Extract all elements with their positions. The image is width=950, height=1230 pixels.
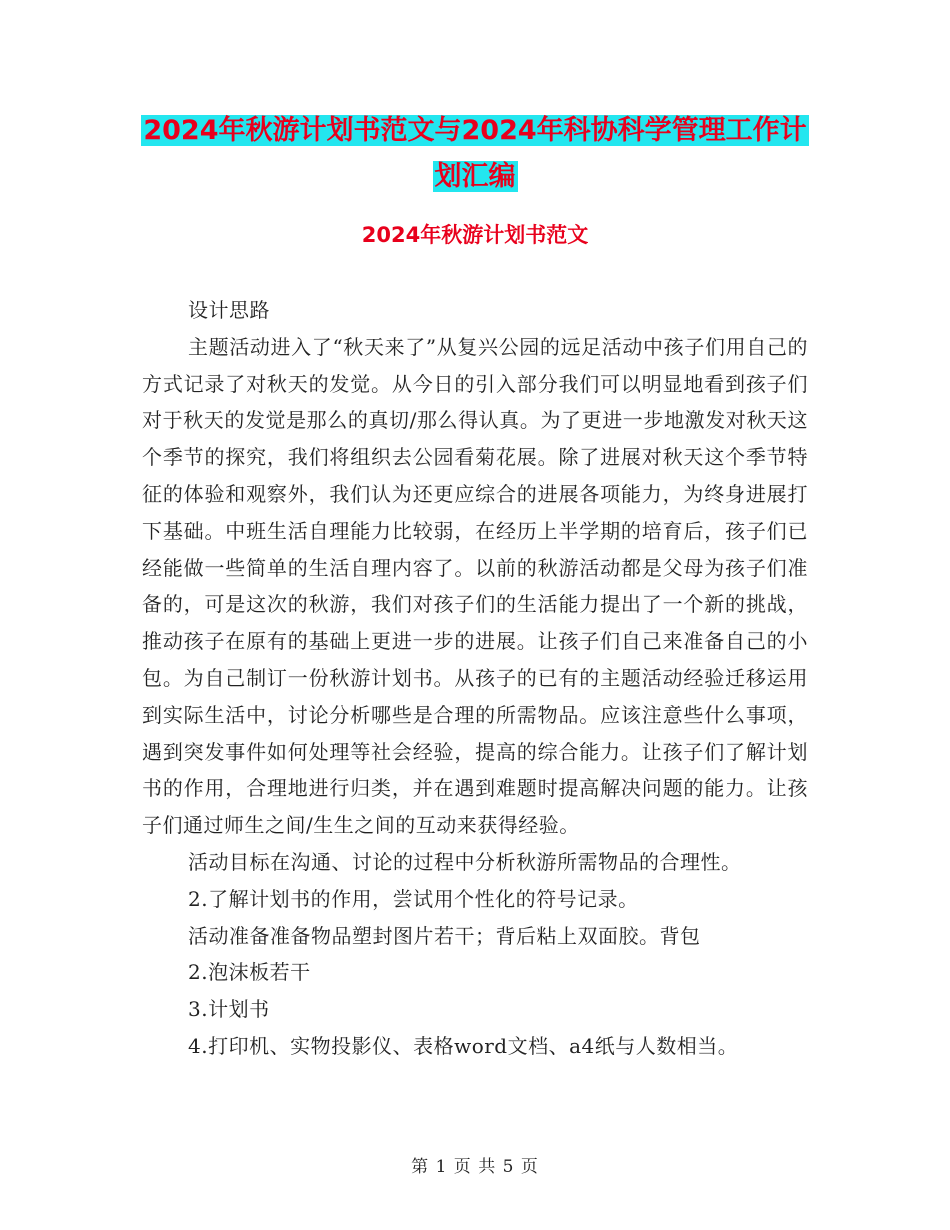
paragraph-prep-item-3: 3.计划书 [188, 997, 270, 1022]
paragraph-prep-item-4: 4.打印机、实物投影仪、表格word文档、a4纸与人数相当。 [188, 1033, 739, 1058]
document-body [142, 292, 808, 1065]
paragraph-activity-preparation: 活动准备准备物品塑封图片若干；背后粘上双面胶。背包 [188, 923, 701, 948]
page-footer: 第 1 页 共 5 页 [411, 1157, 539, 1177]
section-title: 2024年秋游计划书范文 [361, 223, 589, 247]
document-title-line-2: 划汇编 [434, 161, 516, 192]
paragraph-activity-goal: 活动目标在沟通、讨论的过程中分析秋游所需物品的合理性。 [188, 849, 742, 874]
paragraph-design-idea-body: 主题活动进入了“秋天来了”从复兴公园的远足活动中孩子们用自己的方式记录了对秋天的发觉。从今日的引入部分我们可以明显地看到孩子们对于秋天的发觉是那么的真切/那么得认真。为了更进一步地激发对秋天这个季节的探究，我们将组织去公园看菊花展。除了进展对秋天这个季节特征的体验和观察外，我们认为还更应综合的进展各项能力，为终身进展打下基础。中班生活自理能力比较弱，在经历上半学期的培育后，孩子们已经能做一些简单的生活自理内容了。以前的秋游活动都是父母为孩子们准备的，可是这次的秋游，我们对孩子们的生活能力提出了一个新的挑战，推动孩子在原有的基础上更进一步的进展。让孩子们自己来准备自己的小包。为自己制订一份秋游计划书。从孩子的已有的主题活动经验迁移运用到实际生活中，讨论分析哪些是合理的所需物品。应该注意些什么事项，遇到突发事件如何处理等社会经验，提高的综合能力。让孩子们了解计划书的作用，合理地进行归类，并在遇到难题时提高解决问题的能力。让孩子们通过师生之间/生生之间的互动来获得经验。 [142, 334, 808, 838]
paragraph-design-idea-heading: 设计思路 [188, 298, 270, 322]
paragraph-goal-item-2: 2.了解计划书的作用，尝试用个性化的符号记录。 [188, 886, 639, 911]
document-title-line-1: 2024年秋游计划书范文与2024年科协科学管理工作计 [143, 115, 807, 146]
paragraph-prep-item-2: 2.泡沫板若干 [188, 960, 311, 985]
document-title [0, 108, 950, 200]
